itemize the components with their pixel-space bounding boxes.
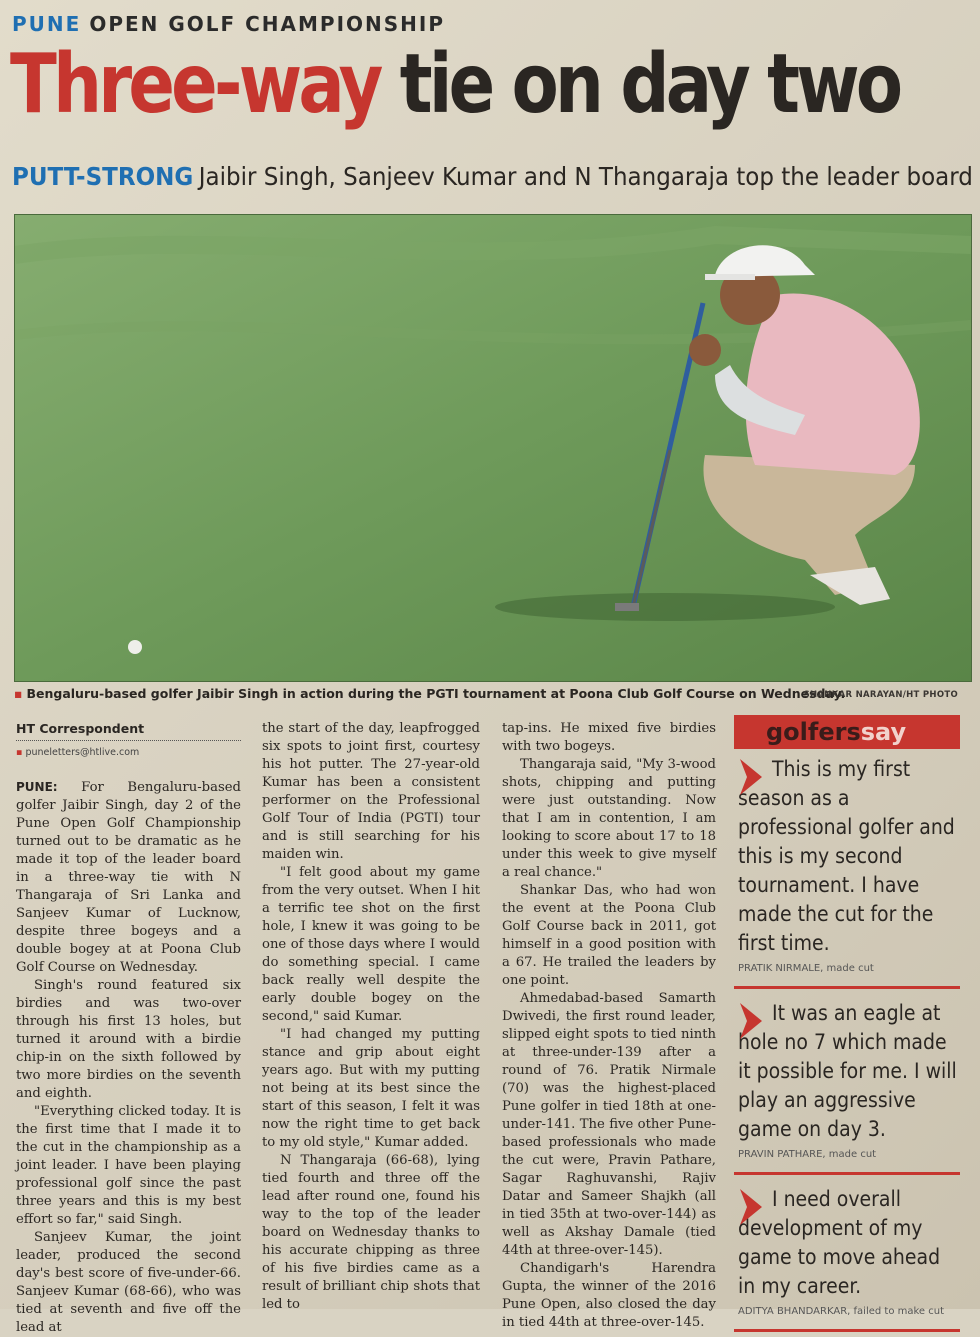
sidebar-title	[734, 715, 960, 749]
article-paragraph: tap-ins. He mixed five birdies with two bogeys.	[502, 721, 716, 754]
divider	[734, 986, 960, 989]
quote-text: I need overall development of my game to move ahead in my career.	[738, 1187, 941, 1298]
article-paragraph: Chandigarh's Harendra Gupta, the winner of the 2016 Pune Open, also closed the day in tied 44th at three-over-145.	[502, 1261, 716, 1330]
article-paragraph: "Everything clicked today. It is the first time that I made it to the cut in the championship as a joint leader. I have been playing professional golf since the past three years and this is my best effort so far," said Singh.	[16, 1104, 241, 1227]
headline-part2: tie on day two	[399, 37, 900, 132]
golfer-photo	[14, 214, 972, 682]
dateline: PUNE:	[16, 780, 58, 794]
kicker-event: OPEN GOLF CHAMPIONSHIP	[89, 12, 446, 36]
deck	[12, 162, 973, 191]
kicker-city: PUNE	[12, 12, 82, 36]
byline-email: ▪ puneletters@htlive.com	[16, 747, 140, 758]
article-paragraph: Ahmedabad-based Samarth Dwivedi, the first round leader, slipped eight spots to tied ninth at three-under-139 after a round of 76. Pratik Nirmale (70) was the highest-placed Pune golfer in tied 18th at one-under-141. The five other Pune-based professionals who made the cut were, Pravin Pathare, Sagar Raghuvanshi, Rajiv Datar and Sameer Shajkh (all in tied 35th at two-over-144) as well as Akshay Damale (tied 44th at three-over-145).	[502, 991, 716, 1258]
headline	[10, 37, 900, 132]
sidebar-title-a: golfers	[766, 718, 861, 746]
article-paragraph: Thangaraja said, "My 3-wood shots, chipping and putting were just outstanding. Now that I am in contention, I am looking to score about 17 to 18 under this week to give myself a real chance."	[502, 757, 716, 880]
quote-text: This is my first season as a professional golfer and this is my second tournament. I have made the cut for the first time.	[738, 757, 955, 955]
golf-ball	[128, 640, 142, 654]
quote-block	[734, 749, 960, 980]
photo-caption: ▪ Bengaluru-based golfer Jaibir Singh in action during the PGTI tournament at Poona Club Golf Course on Wednesday.	[14, 686, 846, 701]
quote-block	[734, 1179, 960, 1323]
deck-lead: PUTT-STRONG	[12, 162, 194, 191]
email-text: puneletters@htlive.com	[25, 747, 140, 758]
quote-attribution: PRATIK NIRMALE, made cut	[738, 963, 874, 974]
article-paragraph	[16, 778, 241, 977]
golfers-say-sidebar	[734, 715, 960, 1317]
sidebar-title-b: say	[860, 718, 907, 746]
golfer-illustration	[15, 215, 971, 681]
deck-text: Jaibir Singh, Sanjeev Kumar and N Thangaraja top the leader board	[198, 162, 973, 191]
quote-attribution: PRAVIN PATHARE, made cut	[738, 1149, 877, 1160]
quote-chevron-icon	[738, 757, 764, 797]
section-kicker	[12, 12, 445, 36]
article-column-1	[16, 720, 241, 1337]
quote-chevron-icon	[738, 1001, 764, 1041]
article-paragraph: Shankar Das, who had won the event at the Poona Club Golf Course back in 2011, got himself in a good position with a 67. He trailed the leaders by one point.	[502, 883, 716, 988]
caption-text: Bengaluru-based golfer Jaibir Singh in action during the PGTI tournament at Poona Club Golf Course on Wednesday.	[26, 686, 846, 701]
article-paragraph: Sanjeev Kumar, the joint leader, produced the second day's best score of five-under-66. Sanjeev Kumar (68-66), who was tied at seventh and five off the lead at	[16, 1230, 241, 1335]
article-paragraph: the start of the day, leapfrogged six spots to joint first, courtesy his hot putter. The 27-year-old Kumar has been a consistent performer on the Professional Golf Tour of India (PGTI) tour and is still searching for his maiden win.	[262, 721, 480, 862]
quote-chevron-icon	[738, 1187, 764, 1227]
byline-author: HT Correspondent	[16, 720, 241, 741]
article-column-3	[502, 720, 716, 1332]
photo-credit: SHANKAR NARAYAN/HT PHOTO	[803, 690, 958, 700]
divider	[734, 1329, 960, 1332]
article-paragraph: "I had changed my putting stance and grip about eight years ago. But with my putting not being at its best since the start of this season, I felt it was now the right time to get back to my old style," Kumar added.	[262, 1027, 480, 1150]
quote-text: It was an eagle at hole no 7 which made it possible for me. I will play an aggressive game on day 3.	[738, 1001, 957, 1141]
article-paragraph: Singh's round featured six birdies and was two-over through his first 13 holes, but turned it around with a birdie chip-in on the sixth followed by two more birdies on the seventh and eighth.	[16, 978, 241, 1101]
article-paragraph: N Thangaraja (66-68), lying tied fourth and three off the lead after round one, found his way to the top of the leader board on Wednesday thanks to his accurate chipping as three of his five birdies came as a result of brilliant chip shots that led to	[262, 1153, 480, 1312]
quote-attribution: ADITYA BHANDARKAR, failed to make cut	[738, 1306, 945, 1317]
article-paragraph: "I felt good about my game from the very outset. When I hit a terrific tee shot on the first hole, I knew it was going to be one of those days where I would do something special. I came back really well despite the early double bogey on the second," said Kumar.	[262, 865, 480, 1024]
headline-part1: Three-way	[10, 37, 380, 132]
article-column-2	[262, 720, 480, 1314]
divider	[734, 1172, 960, 1175]
paragraph-text: For Bengaluru-based golfer Jaibir Singh, day 2 of the Pune Open Golf Championship turned out to be dramatic as he made it top of the leader board in a three-way tie with N Thangaraja of Sri Lanka and Sanjeev Kumar of Lucknow, despite three bogeys and a double bogey at at Poona Club Golf Course on Wednesday.	[16, 780, 241, 975]
quote-block	[734, 993, 960, 1166]
